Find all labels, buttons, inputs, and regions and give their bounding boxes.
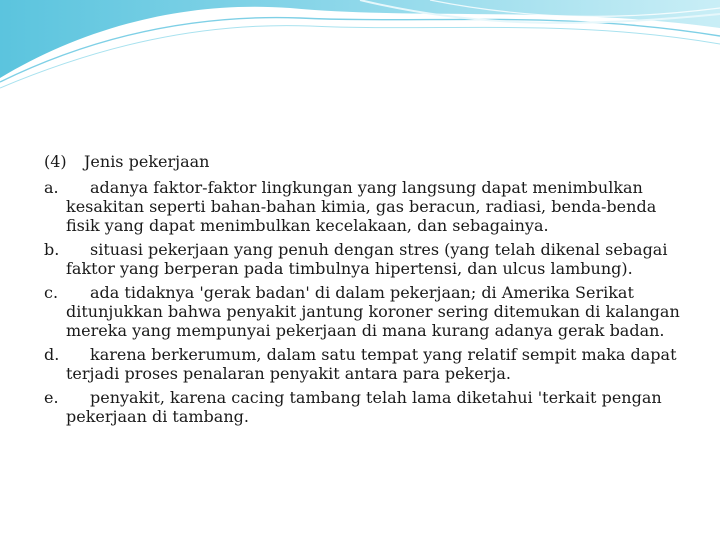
list-marker: e. <box>44 388 59 407</box>
document-body <box>44 152 684 431</box>
list-marker: d. <box>44 345 60 364</box>
list-item-text: karena berkerumum, dalam satu tempat yang relatif sempit maka dapat terjadi proses penalaran penyakit antara para pekerja. <box>66 345 677 383</box>
list-marker: a. <box>44 178 59 197</box>
list-item <box>44 178 684 235</box>
list-marker: c. <box>44 283 59 302</box>
section-heading <box>44 152 684 171</box>
list-item <box>44 345 684 383</box>
list-item-text: situasi pekerjaan yang penuh dengan stres (yang telah dikenal sebagai faktor yang berperan pada timbulnya hipertensi, dan ulcus lambung). <box>66 240 668 278</box>
section-title: Jenis pekerjaan <box>84 152 210 171</box>
section-number: (4) <box>44 152 67 171</box>
list-marker: b. <box>44 240 60 259</box>
list-item-text: penyakit, karena cacing tambang telah lama diketahui 'terkait pengan pekerjaan di tambang. <box>66 388 662 426</box>
header-wave-decoration <box>0 0 720 90</box>
list-item-text: adanya faktor-faktor lingkungan yang langsung dapat menimbulkan kesakitan seperti bahan-bahan kimia, gas beracun, radiasi, benda-benda fisik yang dapat menimbulkan kecelakaan, dan sebagainya. <box>66 178 657 235</box>
list-item <box>44 283 684 340</box>
list-item <box>44 240 684 278</box>
list-item <box>44 388 684 426</box>
list-item-text: ada tidaknya 'gerak badan' di dalam pekerjaan; di Amerika Serikat ditunjukkan bahwa penyakit jantung koroner sering ditemukan di kalangan mereka yang mempunyai pekerjaan di mana kurang adanya gerak badan. <box>66 283 680 340</box>
